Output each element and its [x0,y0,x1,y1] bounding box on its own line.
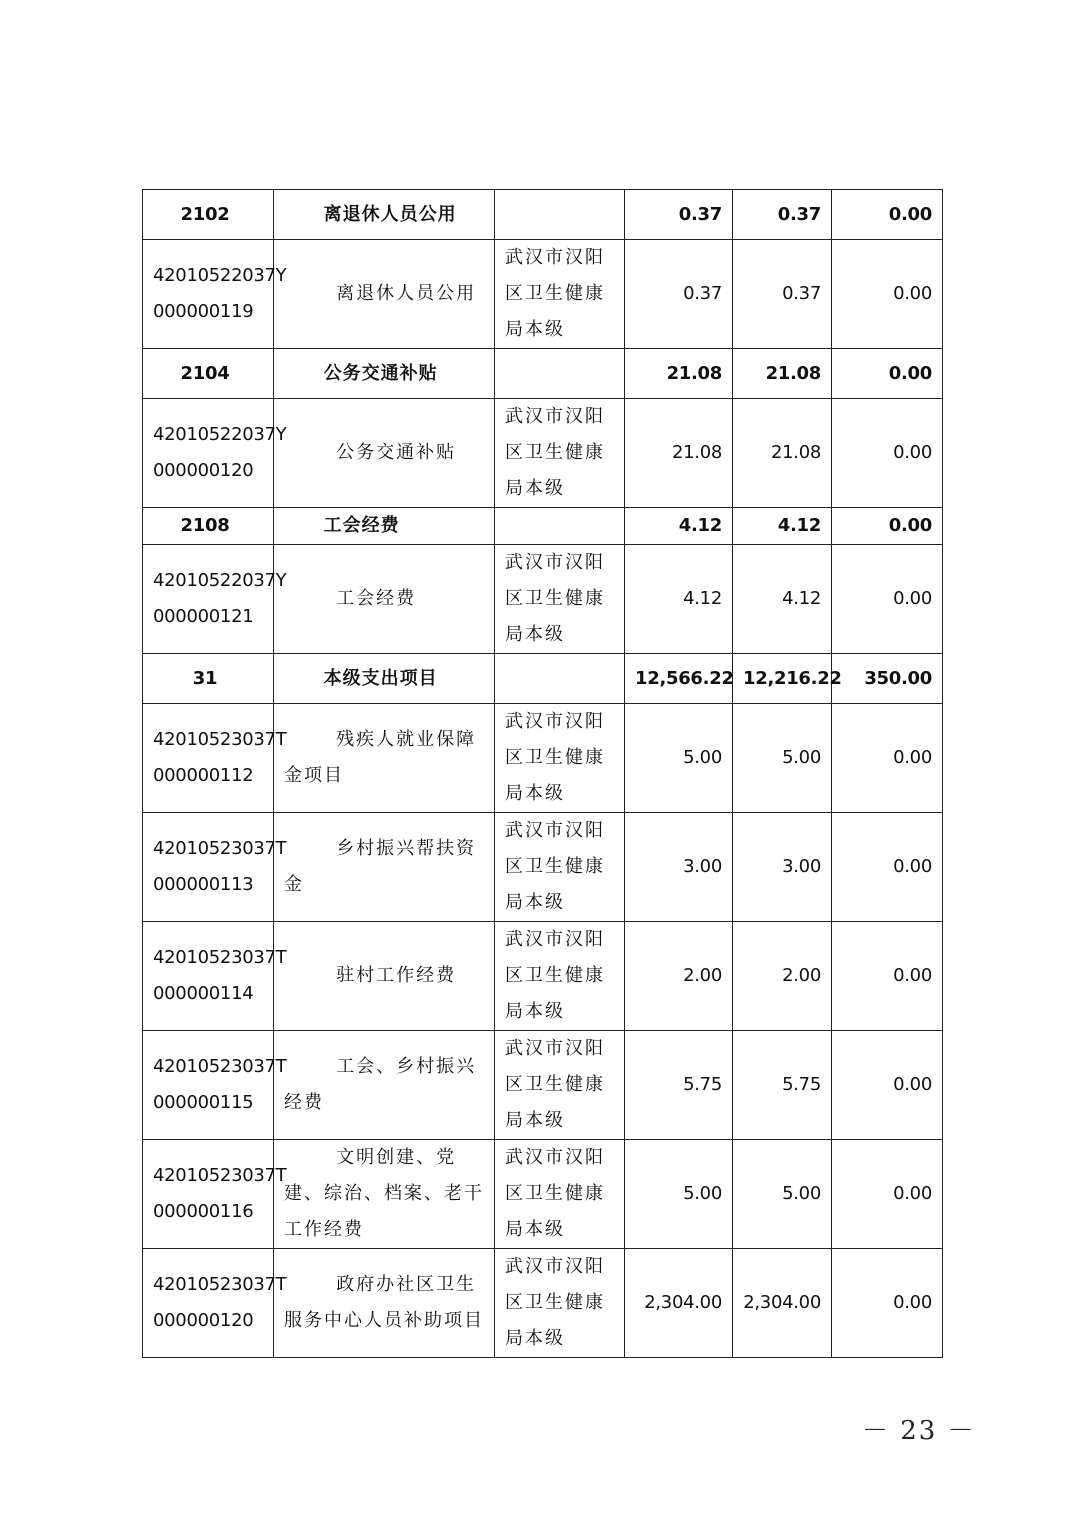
row-total: 0.37 [625,190,733,240]
row-total: 2,304.00 [625,1249,733,1358]
row-code: 2102 [143,190,274,240]
row-unit [495,190,625,240]
row-total: 5.00 [625,704,733,813]
row-code: 2108 [143,508,274,545]
table-row [143,240,943,349]
row-project: 0.00 [832,1140,943,1249]
row-total: 21.08 [625,399,733,508]
row-code: 42010523037T 000000112 [143,704,274,813]
row-basic: 21.08 [733,399,832,508]
table-row [143,508,943,545]
row-name: 公务交通补贴 [274,349,495,399]
row-project: 0.00 [832,508,943,545]
table-row [143,1140,943,1249]
table-row [143,190,943,240]
row-name: 文明创建、党建、综治、档案、老干工作经费 [274,1140,495,1249]
row-code: 42010522037Y 000000119 [143,240,274,349]
row-name: 驻村工作经费 [274,922,495,1031]
row-name: 公务交通补贴 [274,399,495,508]
row-code: 42010522037Y 000000120 [143,399,274,508]
row-unit: 武汉市汉阳区卫生健康局本级 [495,1140,625,1249]
row-project: 0.00 [832,190,943,240]
row-code: 42010523037T 000000120 [143,1249,274,1358]
row-unit: 武汉市汉阳区卫生健康局本级 [495,1031,625,1140]
row-basic: 12,216.22 [733,654,832,704]
row-project: 0.00 [832,349,943,399]
page-number: － 23 － [862,1416,976,1446]
row-total: 2.00 [625,922,733,1031]
row-name: 工会、乡村振兴经费 [274,1031,495,1140]
row-total: 0.37 [625,240,733,349]
row-unit: 武汉市汉阳区卫生健康局本级 [495,545,625,654]
table-row [143,922,943,1031]
row-basic: 4.12 [733,508,832,545]
row-project: 0.00 [832,1031,943,1140]
table-row [143,349,943,399]
row-total: 4.12 [625,508,733,545]
row-basic: 5.00 [733,1140,832,1249]
row-unit [495,508,625,545]
row-code: 42010523037T 000000114 [143,922,274,1031]
row-name: 离退休人员公用 [274,190,495,240]
row-name: 政府办社区卫生服务中心人员补助项目 [274,1249,495,1358]
table-row [143,1249,943,1358]
row-unit: 武汉市汉阳区卫生健康局本级 [495,1249,625,1358]
row-name: 本级支出项目 [274,654,495,704]
row-basic: 5.00 [733,704,832,813]
row-unit: 武汉市汉阳区卫生健康局本级 [495,399,625,508]
row-basic: 0.37 [733,240,832,349]
row-project: 0.00 [832,240,943,349]
row-unit [495,349,625,399]
row-name: 离退休人员公用 [274,240,495,349]
row-project: 0.00 [832,399,943,508]
row-project: 0.00 [832,704,943,813]
table-row [143,399,943,508]
row-code: 42010522037Y 000000121 [143,545,274,654]
row-basic: 2.00 [733,922,832,1031]
row-total: 4.12 [625,545,733,654]
row-unit [495,654,625,704]
row-unit: 武汉市汉阳区卫生健康局本级 [495,813,625,922]
row-basic: 2,304.00 [733,1249,832,1358]
row-project: 0.00 [832,813,943,922]
table-row [143,704,943,813]
row-total: 5.00 [625,1140,733,1249]
row-basic: 3.00 [733,813,832,922]
row-basic: 4.12 [733,545,832,654]
row-basic: 21.08 [733,349,832,399]
table-row [143,813,943,922]
table-row [143,545,943,654]
table-row [143,654,943,704]
row-code: 42010523037T 000000115 [143,1031,274,1140]
row-code: 42010523037T 000000113 [143,813,274,922]
row-name: 工会经费 [274,545,495,654]
row-code: 2104 [143,349,274,399]
row-total: 5.75 [625,1031,733,1140]
row-unit: 武汉市汉阳区卫生健康局本级 [495,922,625,1031]
row-project: 0.00 [832,922,943,1031]
row-name: 工会经费 [274,508,495,545]
row-name: 乡村振兴帮扶资金 [274,813,495,922]
row-unit: 武汉市汉阳区卫生健康局本级 [495,704,625,813]
budget-table [142,189,943,1358]
row-project: 350.00 [832,654,943,704]
table-row [143,1031,943,1140]
row-total: 12,566.22 [625,654,733,704]
row-project: 0.00 [832,545,943,654]
row-code: 31 [143,654,274,704]
row-name: 残疾人就业保障金项目 [274,704,495,813]
row-total: 3.00 [625,813,733,922]
row-basic: 5.75 [733,1031,832,1140]
row-unit: 武汉市汉阳区卫生健康局本级 [495,240,625,349]
row-total: 21.08 [625,349,733,399]
row-code: 42010523037T 000000116 [143,1140,274,1249]
row-project: 0.00 [832,1249,943,1358]
row-basic: 0.37 [733,190,832,240]
